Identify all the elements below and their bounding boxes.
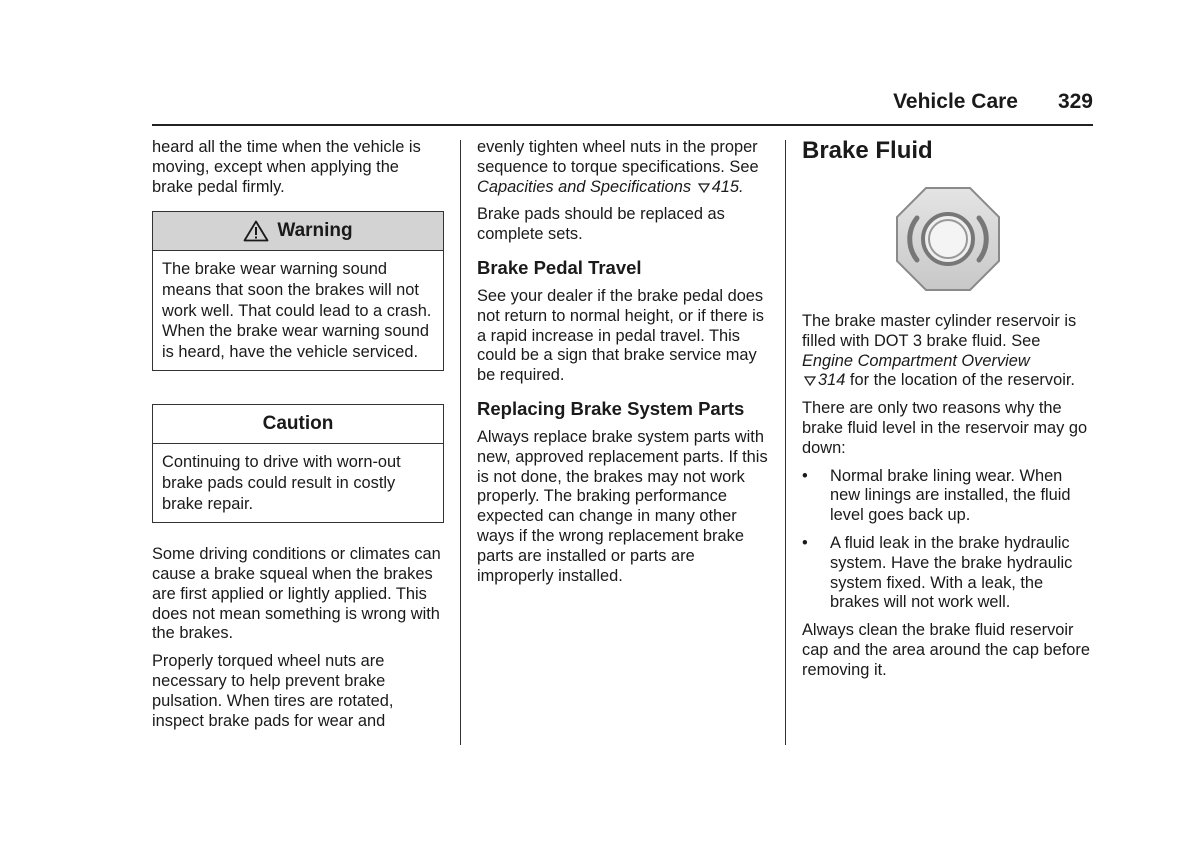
replacing-parts-heading: Replacing Brake System Parts [477,397,745,419]
caution-body: Continuing to drive with worn-out brake pads could result in costly brake repair. [162,453,401,513]
warning-header [153,212,443,251]
list-item [802,467,1094,526]
brake-fluid-symbol-icon [893,184,1003,294]
squeal-paragraph: Some driving conditions or climates can cause a brake squeal when the brakes are first applied or lightly applied. This does not mean something is wrong with the brakes. [152,545,441,643]
reasons-list [802,467,1094,614]
list-item-text: Normal brake lining wear. When new linings are installed, the fluid level goes back up. [830,466,1071,525]
caution-box [152,404,444,523]
reservoir-text: The brake master cylinder reservoir is filled with DOT 3 brake fluid. See [802,312,1077,350]
page-reference-icon [804,374,816,386]
clean-cap-paragraph: Always clean the brake fluid reservoir cap and the area around the cap before removing it. [802,621,1090,679]
column-divider [785,140,786,745]
warning-triangle-icon [243,220,269,242]
page-reference-icon [698,181,710,193]
tighten-text: evenly tighten wheel nuts in the proper sequence to torque specifications. See [477,138,759,176]
brake-fluid-heading: Brake Fluid [802,137,933,164]
column-1 [152,138,444,739]
reasons-paragraph: There are only two reasons why the brake fluid level in the reservoir may go down: [802,399,1088,457]
reservoir-tail: for the location of the reservoir. [845,371,1075,390]
bullet: • [802,466,808,485]
tighten-paragraph [477,138,769,197]
brake-fluid-symbol [802,184,1094,304]
column-divider [460,140,461,745]
warning-body: The brake wear warning sound means that soon the brakes will not work well. That could lead to a crash. When the brake wear warning sound is heard, have the vehicle serviced. [162,260,432,361]
caution-header [153,405,443,444]
warning-title: Warning [277,220,353,242]
wheel-nuts-paragraph: Properly torqued wheel nuts are necessary to help prevent brake pulsation. When tires are rotated, inspect brake pads for wear and [152,652,394,730]
caution-title: Caution [262,413,334,435]
capacities-link[interactable]: Capacities and Specifications [477,177,692,196]
intro-paragraph: heard all the time when the vehicle is moving, except when applying the brake pedal firmly. [152,138,421,196]
list-item [802,534,1094,613]
reservoir-paragraph [802,312,1094,391]
page-header [152,88,1093,126]
warning-box [152,211,444,371]
bullet: • [802,533,808,552]
section-title: Vehicle Care [893,90,1018,113]
column-3 [802,138,1094,689]
replacing-parts-paragraph: Always replace brake system parts with new, approved replacement parts. If this is not done, the brakes may not work properly. The braking performance expected can change in many other ways if the wrong replacement brake parts are installed or parts are improperly installed. [477,427,768,585]
pads-sets-paragraph: Brake pads should be replaced as complete sets. [477,205,725,244]
column-2 [477,138,769,594]
list-item-text: A fluid leak in the brake hydraulic system. Have the brake hydraulic system fixed. With a leak, the brakes will not work well. [830,533,1073,612]
brake-pedal-travel-paragraph: See your dealer if the brake pedal does not return to normal height, or if there is a rapid increase in pedal travel. This could be a sign that brake service may be required. [477,286,764,385]
page-number: 329 [1057,90,1093,113]
engine-compartment-page: 314 [818,371,846,390]
engine-compartment-link[interactable]: Engine Compartment Overview [802,351,1030,370]
capacities-page: 415. [711,177,744,196]
brake-pedal-travel-heading: Brake Pedal Travel [477,256,642,278]
